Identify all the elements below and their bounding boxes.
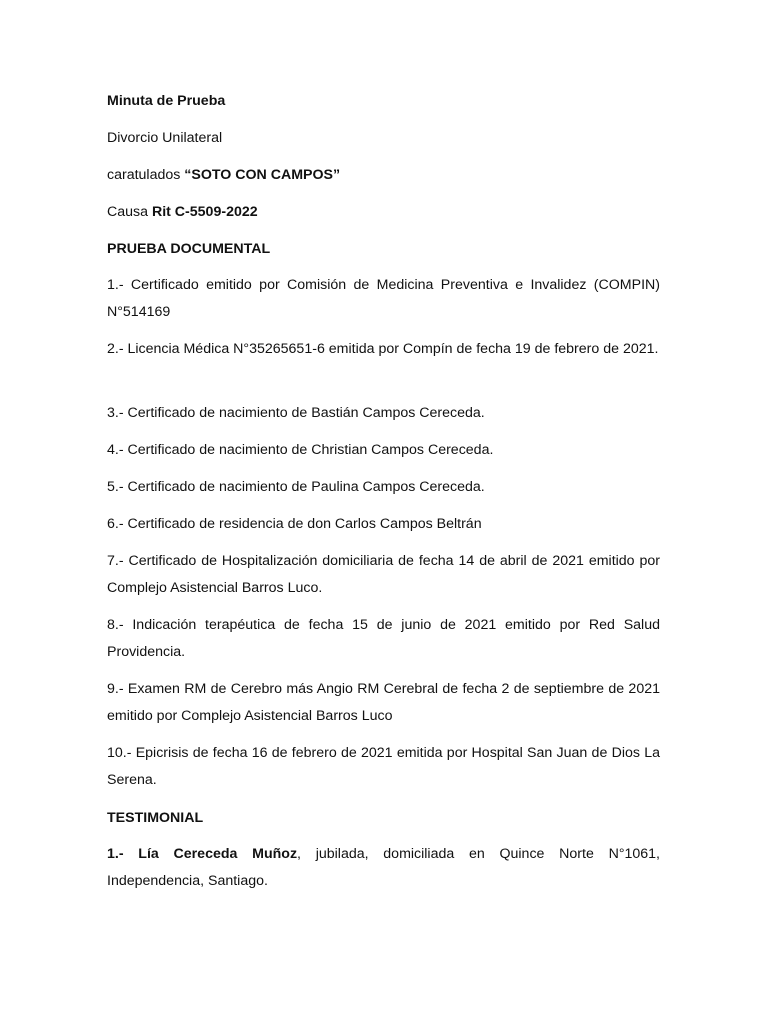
evidence-item: 7.- Certificado de Hospitalización domiciliaria de fecha 14 de abril de 2021 emitido por Complejo Asistencial Barros Luco. [107,553,660,596]
witness-number: 1.- [107,846,124,862]
case-number-value: Rit C-5509-2022 [151,204,258,220]
case-type: Divorcio Unilateral [107,130,223,146]
evidence-item: 5.- Certificado de nacimiento de Paulina Campos Cereceda. [107,479,485,495]
evidence-item: 2.- Licencia Médica N°35265651-6 emitida por Compín de fecha 19 de febrero de 2021. [107,341,659,357]
case-number [107,204,660,220]
witness-name: Lía Cereceda Muñoz [138,846,298,862]
caption-prefix: caratulados [107,167,185,183]
evidence-item: 3.- Certificado de nacimiento de Bastián Campos Cereceda. [107,405,485,421]
evidence-item: 8.- Indicación terapéutica de fecha 15 de junio de 2021 emitido por Red Salud Providencia. [107,617,660,660]
document-title: Minuta de Prueba [107,93,226,109]
caption-value: “SOTO CON CAMPOS” [184,167,341,183]
witness-item [107,841,660,895]
evidence-item: 9.- Examen RM de Cerebro más Angio RM Cerebral de fecha 2 de septiembre de 2021 emitido por Complejo Asistencial Barros Luco [107,681,660,724]
evidence-item: 1.- Certificado emitido por Comisión de Medicina Preventiva e Invalidez (COMPIN) N°514169 [107,277,660,320]
evidence-item: 6.- Certificado de residencia de don Carlos Campos Beltrán [107,516,482,532]
case-number-prefix: Causa [107,204,152,220]
evidence-item: 10.- Epicrisis de fecha 16 de febrero de 2021 emitida por Hospital San Juan de Dios La Serena. [107,745,660,788]
section-heading-testimonial: TESTIMONIAL [107,810,204,826]
section-heading-documental: PRUEBA DOCUMENTAL [107,241,271,257]
evidence-item: 4.- Certificado de nacimiento de Christian Campos Cereceda. [107,442,494,458]
case-caption [107,167,660,183]
witness-details: , jubilada, domiciliada en Quince Norte N°1061, Independencia, Santiago. [107,846,660,889]
